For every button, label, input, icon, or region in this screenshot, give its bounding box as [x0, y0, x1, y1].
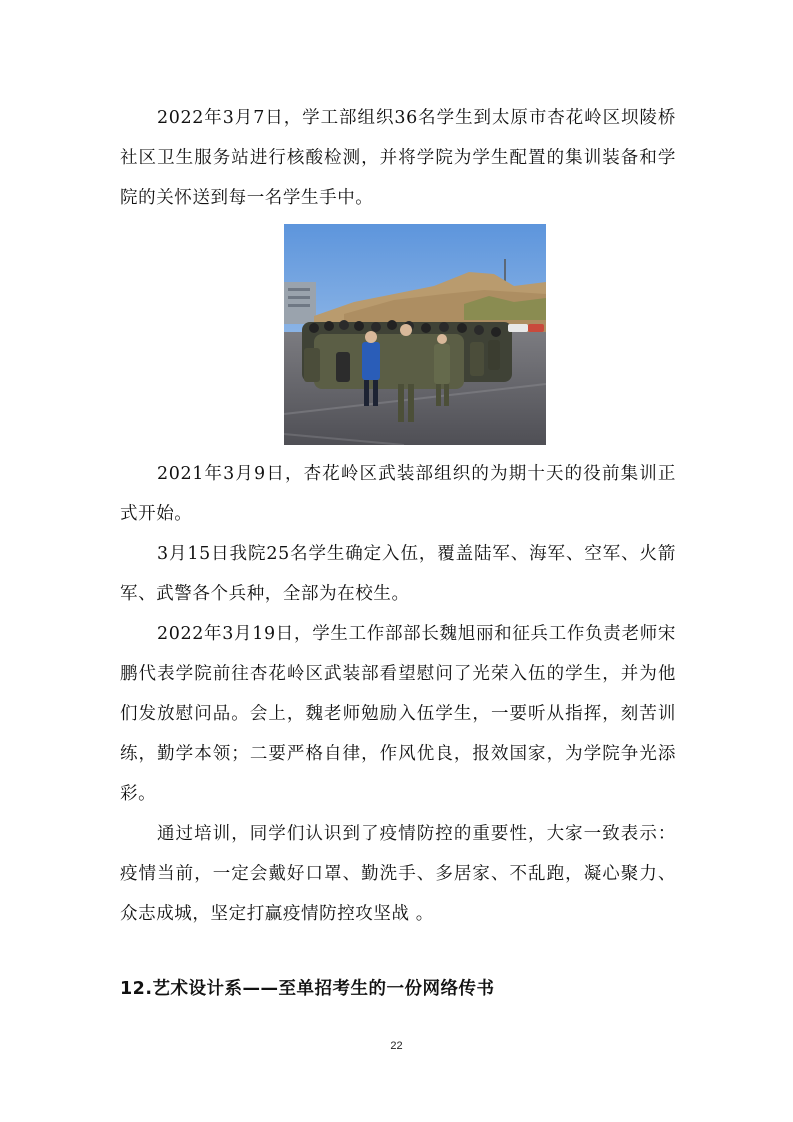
student-blue-jacket: [362, 342, 380, 380]
paragraph: 2021年3月9日，杏花岭区武装部组织的为期十天的役前集训正式开始。: [120, 464, 676, 524]
photo-illustration: [284, 224, 546, 445]
paragraph: 2022年3月19日，学生工作部部长魏旭丽和征兵工作负责老师宋鹏代表学院前往杏花岭区武装部看望慰问了光荣入伍的学生，并为他们发放慰问品。会上，魏老师勉励入伍学生，一要听从指挥，刻苦训练，勤学本领；二要严格自律，作风优良，报效国家，为学院争光添彩。: [120, 624, 676, 804]
section-heading: 12.艺术设计系——至单招考生的一份网络传书: [120, 979, 495, 999]
paragraph: 通过培训，同学们认识到了疫情防控的重要性，大家一致表示：疫情当前，一定会戴好口罩、勤洗手、多居家、不乱跑，凝心聚力、众志成城，坚定打赢疫情防控攻坚战 。: [120, 824, 676, 924]
paragraph: 3月15日我院25名学生确定入伍，覆盖陆军、海军、空军、火箭军、武警各个兵种，全部为在校生。: [120, 544, 676, 604]
page-number: 22: [390, 1040, 403, 1052]
paragraph: 2022年3月7日，学工部组织36名学生到太原市杏花岭区坝陵桥社区卫生服务站进行核酸检测，并将学院为学生配置的集训装备和学院的关怀送到每一名学生手中。: [120, 108, 676, 208]
group-photo: [284, 224, 546, 445]
paragraph-group-bottom: [120, 454, 676, 934]
student-camouflage: [396, 336, 416, 384]
paragraph-group-top: [120, 98, 676, 218]
parked-cars: [508, 324, 544, 332]
